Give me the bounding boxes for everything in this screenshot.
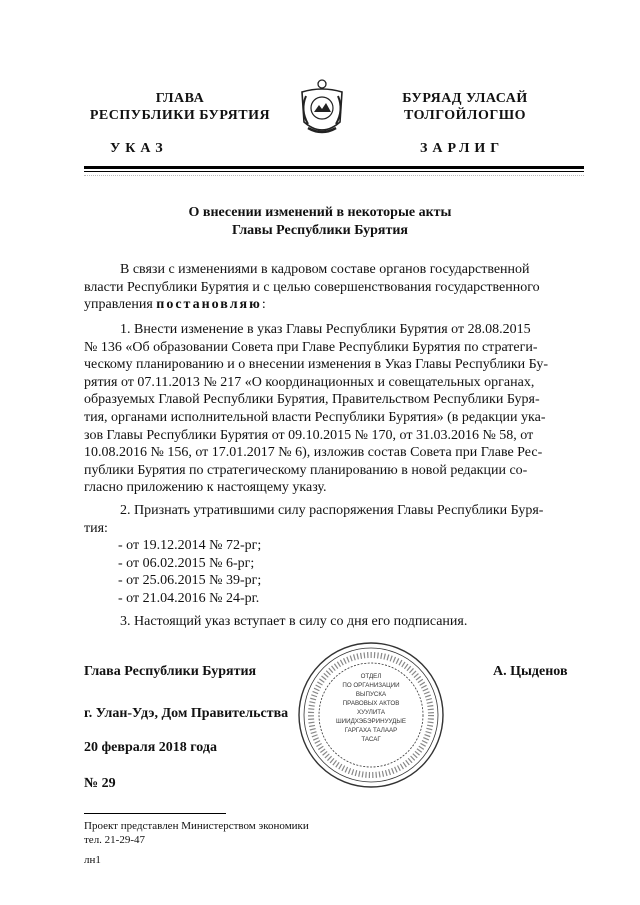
item1-line: ческому планированию и о внесении изменения в Указ Главы Республики Бу- bbox=[84, 357, 548, 373]
preamble-prefix: управления bbox=[84, 297, 157, 313]
preamble-line3 bbox=[84, 296, 584, 314]
item-1 bbox=[84, 321, 584, 497]
preamble-line2: власти Республики Бурятия и с целью совершенствования государственного bbox=[84, 279, 540, 295]
item2-line2: тия: bbox=[84, 520, 108, 536]
header-right-line2: ТОЛГОЙЛОГШО bbox=[403, 108, 527, 123]
item1-line: гласно приложению к настоящему указу. bbox=[84, 480, 327, 496]
title-line1: О внесении изменений в некоторые акты bbox=[188, 205, 452, 220]
preamble-suffix: : bbox=[261, 297, 266, 313]
footnote-rule bbox=[84, 813, 226, 814]
item-3 bbox=[84, 613, 584, 631]
seal-line: ПРАВОВЫХ АКТОВ bbox=[342, 700, 400, 707]
footer-line1: Проект представлен Министерством экономики bbox=[84, 820, 309, 832]
title-line2: Главы Республики Бурятия bbox=[231, 223, 408, 238]
seal-line: ВЫПУСКА bbox=[355, 691, 387, 698]
seal-line: ШИИДХЭБЭРИНУУДЫЕ bbox=[336, 718, 406, 725]
seal-line: ХУУЛИТА bbox=[357, 709, 385, 716]
signatory-position: Глава Республики Бурятия bbox=[84, 664, 257, 679]
official-seal bbox=[296, 640, 446, 790]
signing-date: 20 февраля 2018 года bbox=[84, 740, 217, 755]
item1-line: образуемых Главой Республики Бурятия, Правительством Республики Буря- bbox=[84, 392, 540, 408]
repealed-list bbox=[118, 537, 261, 607]
seal-line: ПО ОРГАНИЗАЦИИ bbox=[342, 682, 400, 689]
item1-line: 10.08.2016 № 156, от 17.01.2017 № 6), изложив состав Совета при Главе Рес- bbox=[84, 445, 543, 461]
decree-number: № 29 bbox=[84, 776, 116, 791]
header-rule-thick bbox=[84, 166, 584, 169]
seal-line: ГАРГАХА ТАЛААР bbox=[344, 727, 398, 734]
preamble-line1: В связи с изменениями в кадровом составе органов государственной bbox=[120, 262, 530, 277]
signing-place: г. Улан-Удэ, Дом Правительства bbox=[84, 706, 289, 721]
decree-keyword: постановляю bbox=[156, 297, 262, 313]
seal-line: ОТДЕЛ bbox=[360, 673, 382, 680]
seal-line: ТАСАГ bbox=[361, 736, 381, 743]
header-rule-thin bbox=[84, 171, 584, 172]
document-title bbox=[100, 204, 540, 240]
item1-line: публики Бурятия по стратегическому планированию в новой редакции со- bbox=[84, 462, 528, 478]
list-item: - от 21.04.2016 № 24-рг. bbox=[118, 590, 260, 606]
footer-line2: тел. 21-29-47 bbox=[84, 834, 146, 846]
item1-line: зов Главы Республики Бурятия от 09.10.2015 № 170, от 31.03.2016 № 58, от bbox=[84, 427, 534, 443]
list-item: - от 19.12.2014 № 72-рг; bbox=[118, 538, 262, 553]
item1-line: тия, органами исполнительной власти Республики Бурятия» (в редакции ука- bbox=[84, 409, 546, 425]
doc-type-left: УКАЗ bbox=[110, 141, 168, 156]
preamble bbox=[84, 261, 584, 314]
header-right-line1: БУРЯАД УЛАСАЙ bbox=[402, 91, 528, 106]
list-item: - от 25.06.2015 № 39-рг; bbox=[118, 573, 262, 588]
footer-code: лн1 bbox=[84, 854, 101, 866]
header-left-line1: ГЛАВА bbox=[155, 91, 205, 106]
item1-line: 1. Внести изменение в указ Главы Республики Бурятия от 28.08.2015 bbox=[120, 322, 531, 337]
header-left-line2: РЕСПУБЛИКИ БУРЯТИЯ bbox=[89, 108, 271, 123]
header-right bbox=[365, 90, 565, 124]
item1-line: № 136 «Об образовании Совета при Главе Республики Бурятия по стратеги- bbox=[84, 339, 538, 355]
item-2 bbox=[84, 502, 584, 537]
doc-type-right: ЗАРЛИГ bbox=[420, 141, 505, 156]
coat-of-arms-icon bbox=[292, 76, 352, 142]
item1-line: рятия от 07.11.2013 № 217 «О координационных и совещательных органах, bbox=[84, 374, 535, 390]
header-left bbox=[80, 90, 280, 124]
header-rule-dotted bbox=[84, 175, 584, 180]
signatory-name: А. Цыденов bbox=[493, 664, 568, 679]
item2-line1: 2. Признать утратившими силу распоряжения Главы Республики Буря- bbox=[120, 503, 544, 518]
list-item: - от 06.02.2015 № 6-рг; bbox=[118, 555, 255, 571]
item3-text: 3. Настоящий указ вступает в силу со дня его подписания. bbox=[120, 614, 468, 629]
